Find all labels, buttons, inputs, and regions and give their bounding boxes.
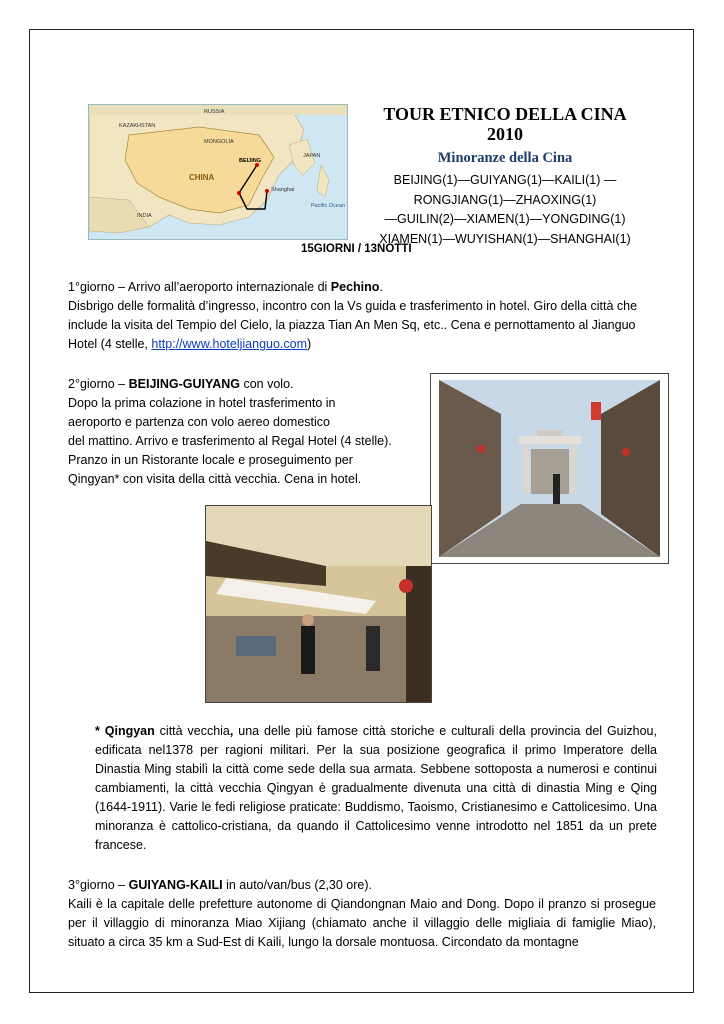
route-line: RONGJIANG(1)—ZHAOXING(1)	[413, 192, 597, 207]
china-map	[88, 104, 348, 240]
day-1-prefix: 1°giorno – Arrivo all’aeroporto internazionale di	[68, 280, 331, 294]
day-3-prefix: 3°giorno –	[68, 878, 129, 892]
map-label-india: INDIA	[137, 213, 152, 219]
note-name: Qingyan	[104, 724, 155, 738]
title-line-1: TOUR ETNICO DELLA CINA	[383, 104, 627, 124]
note-name-suffix: città vecchia	[154, 724, 230, 738]
day-2-prefix: 2°giorno –	[68, 377, 129, 391]
day-1-body	[68, 297, 658, 354]
map-label-shanghai: Shanghai	[271, 187, 295, 193]
map-label-russia: RUSSIA	[204, 109, 225, 115]
day-1-city: Pechino	[330, 280, 380, 294]
day-2-line: Pranzo in un Ristorante locale e proseguimento per	[68, 453, 353, 467]
day-2-line: Dopo la prima colazione in hotel trasferimento in	[68, 396, 336, 410]
subtitle: Minoranze della Cina	[437, 150, 573, 166]
day-3-suffix: in auto/van/bus (2,30 ore).	[222, 878, 373, 892]
route-list	[350, 171, 660, 249]
map-label-japan: JAPAN	[303, 153, 321, 159]
day-3-body: Kaili è la capitale delle prefetture autonome di Qiandongnan Maio and Dong. Dopo il pranzo si prosegue per il villaggio di minoranza Miao Xijiang (chiamato anche il villaggio delle migliaia di famiglie Miao), situato a circa 35 km a Sud-Est di Kaili, lungo la dorsale montuosa. Circondato da montagne	[68, 897, 656, 949]
note-body: una delle più famose città storiche e culturali della provincia del Guizhou, edificata nel1378 per ragioni militari. Per la sua posizione geografica il primo Imperatore della Dinastia Ming stabilì la città come sede della sua armata. Sebbene sottoposta a numerosi e continui cambiamenti, la città vecchia Qingyan è gradualmente divenuta una città di dinastia Ming e Qing (1644-1911). Varie le fedi religiose praticate: Buddismo, Taoismo, Cristianesimo e Cattolicesimo. Una minoranza è cattolico-cristiana, da quando il Cattolicesimo venne introdotto nel 1851 da un prete francese.	[95, 724, 657, 852]
note-comma: ,	[229, 724, 234, 738]
day-1-body-end: )	[307, 337, 312, 351]
map-label-kazakhstan: KAZAKHSTAN	[119, 123, 156, 129]
day-3-route: GUIYANG-KAILI	[128, 878, 223, 892]
day-3-heading	[68, 876, 658, 895]
hotel-jianguo-link[interactable]: http://www.hoteljianguo.com	[151, 337, 308, 351]
tour-duration: 15GIORNI / 13NOTTI	[301, 243, 412, 255]
day-2-line: aeroporto e partenza con volo aereo domestico	[68, 415, 330, 429]
day-1-heading	[68, 278, 658, 297]
day-2-route: BEIJING-GUIYANG	[128, 377, 240, 391]
photo-qingyan-market	[205, 505, 432, 703]
day-2-heading	[68, 375, 428, 394]
map-label-mongolia: MONGOLIA	[204, 139, 234, 145]
day-2-suffix: con volo.	[239, 377, 294, 391]
day-2-line: Qingyan* con visita della città vecchia. Cena in hotel.	[68, 472, 362, 486]
qingyan-note	[95, 722, 657, 855]
day-1-suffix: .	[379, 280, 383, 294]
map-label-pacific: Pacific Ocean	[311, 203, 345, 209]
map-label-beijing: BEIJING	[239, 158, 262, 164]
day-2-line: del mattino. Arrivo e trasferimento al Regal Hotel (4 stelle).	[68, 434, 392, 448]
route-line: —GUILIN(2)—XIAMEN(1)—YONGDING(1)	[384, 212, 626, 226]
map-label-china: CHINA	[189, 173, 215, 182]
route-line: XIAMEN(1)—WUYISHAN(1)—SHANGHAI(1)	[379, 231, 631, 246]
note-star: *	[95, 724, 105, 738]
route-line: BEIJING(1)—GUIYANG(1)—KAILI(1) —	[393, 173, 617, 187]
title-line-2: 2010	[487, 124, 523, 144]
day-1-body-text: Disbrigo delle formalità d’ingresso, incontro con la Vs guida e trasferimento in hotel. Giro della città che include la visita del Tempio del Cielo, la piazza Tian An Men Sq, etc.. Cena e pernottamento al Jianguo Hotel (4 stelle,	[68, 299, 638, 351]
title-block	[350, 104, 660, 249]
day-2-body	[68, 394, 428, 489]
china-map-graphic	[89, 105, 347, 239]
photo-qingyan-gate	[430, 373, 669, 564]
